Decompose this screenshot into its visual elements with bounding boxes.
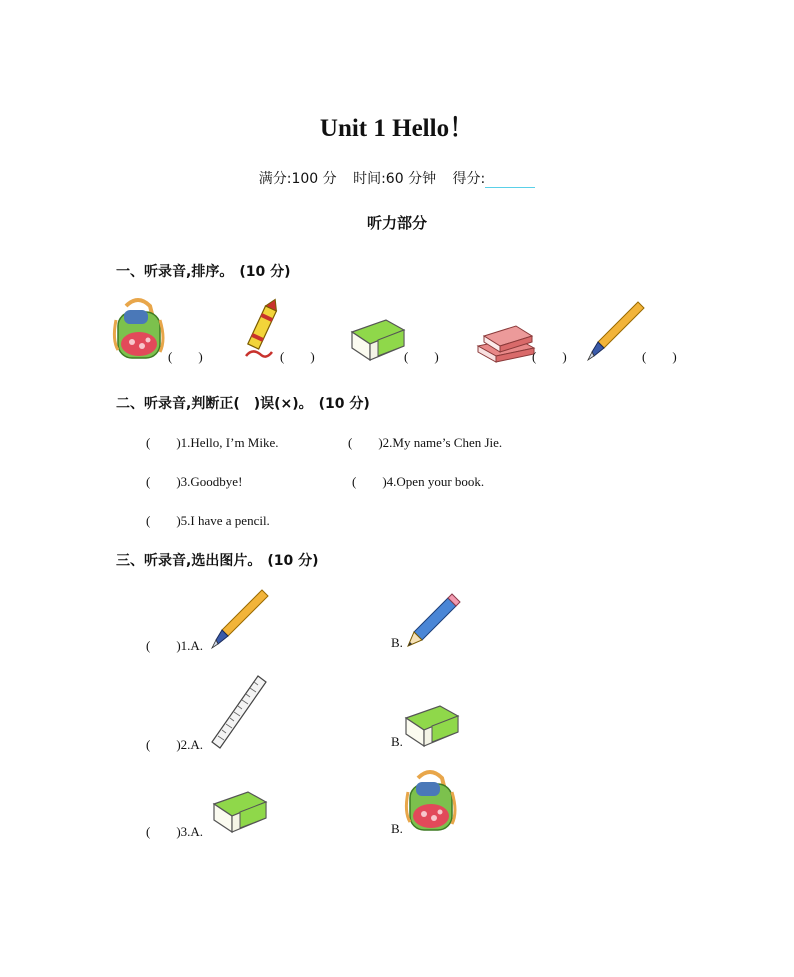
q1-blank-2[interactable]: ( ) [280, 349, 315, 364]
pen-icon[interactable] [210, 590, 270, 650]
q3-item-2-b-label: B. [391, 734, 403, 749]
score-blank[interactable] [485, 173, 535, 188]
q2-item-5: ( )5.I have a pencil. [146, 513, 270, 528]
q3-points: (10 分) [267, 553, 319, 569]
eraser-icon [350, 308, 408, 364]
q2-item-2: ( )2.My name’s Chen Jie. [348, 435, 503, 450]
q2-title [116, 393, 370, 413]
page-title: Unit 1 Hello！ [319, 115, 475, 142]
eraser-icon[interactable] [404, 694, 462, 750]
pencil-icon[interactable] [404, 592, 462, 650]
ruler-icon[interactable] [212, 676, 268, 750]
eraser-icon[interactable] [212, 780, 270, 836]
q3-item-3-b-label: B. [391, 821, 403, 836]
q2-item-1: ( )1.Hello, I’m Mike. [146, 435, 279, 450]
q1-blank-5[interactable]: ( ) [642, 349, 677, 364]
q1-title [116, 261, 290, 281]
q2-points: (10 分) [318, 396, 370, 412]
crayon-icon [240, 302, 284, 364]
time-limit: 时间:60 分钟 [353, 171, 437, 187]
q3-item-1-a-label: ( )1.A. [146, 638, 204, 653]
q1-title-text: 一、听录音,排序。 [116, 264, 234, 280]
q3-item-3-a-label: ( )3.A. [146, 824, 204, 839]
full-score: 满分:100 分 [258, 171, 337, 187]
section-title: 听力部分 [366, 214, 427, 232]
schoolbag-icon [112, 300, 172, 362]
q2-title-text: 二、听录音,判断正( )误(×)。 [116, 396, 313, 412]
score-label: 得分: [452, 171, 486, 187]
q1-blank-4[interactable]: ( ) [532, 349, 567, 364]
q3-title-text: 三、听录音,选出图片。 [116, 553, 262, 569]
q2-item-4: ( )4.Open your book. [352, 474, 485, 489]
q2-item-3: ( )3.Goodbye! [146, 474, 243, 489]
books-icon [476, 316, 536, 366]
q3-title [116, 550, 318, 570]
q3-item-1-b-label: B. [391, 635, 403, 650]
q1-points: (10 分) [239, 264, 291, 280]
pen-icon [586, 302, 646, 362]
schoolbag-icon[interactable] [404, 772, 464, 834]
exam-meta [0, 168, 794, 188]
q3-item-2-a-label: ( )2.A. [146, 737, 204, 752]
q1-blank-1[interactable]: ( ) [168, 349, 203, 364]
q1-blank-3[interactable]: ( ) [404, 349, 439, 364]
